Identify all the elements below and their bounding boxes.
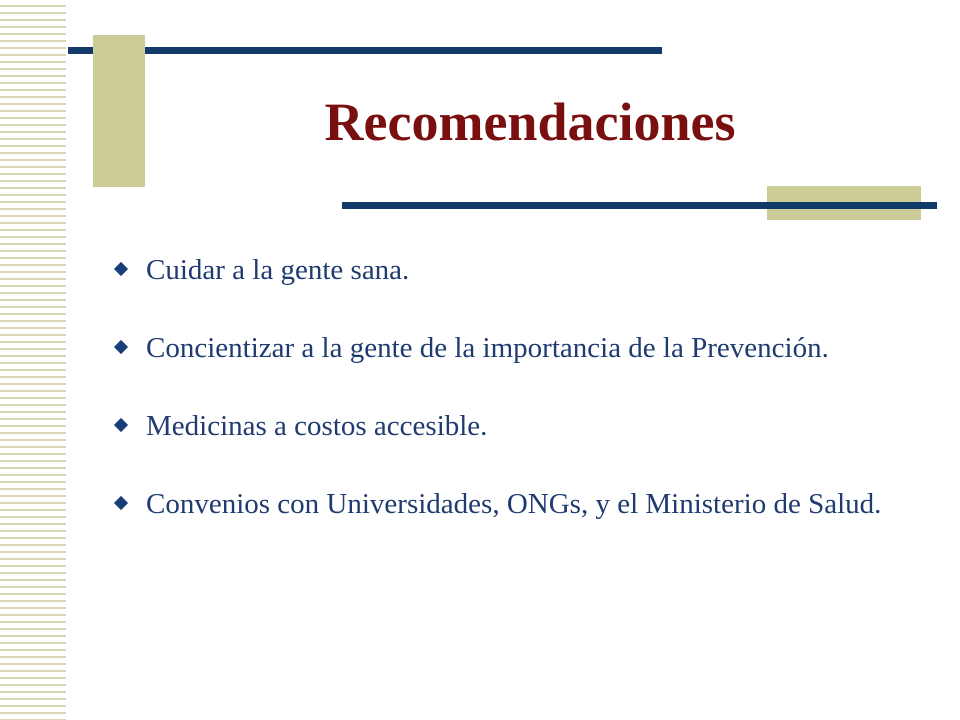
bullet-text: Convenios con Universidades, ONGs, y el Ministerio de Salud. xyxy=(146,488,882,520)
bullet-text: Concientizar a la gente de la importancia de la Prevención. xyxy=(146,332,829,364)
diamond-bullet-icon xyxy=(114,262,128,276)
bullet-item xyxy=(110,410,890,442)
bullet-text: Medicinas a costos accesible. xyxy=(146,410,488,442)
bullet-item xyxy=(110,488,890,520)
bullet-list xyxy=(110,254,890,520)
top-navy-bar xyxy=(68,47,662,54)
diamond-bullet-icon xyxy=(114,340,128,354)
bullet-item xyxy=(110,332,890,364)
slide-title: Recomendaciones xyxy=(324,92,736,152)
diamond-bullet-icon xyxy=(114,418,128,432)
bottom-navy-bar xyxy=(342,202,937,209)
diamond-bullet-icon xyxy=(114,496,128,510)
bullet-item xyxy=(110,254,890,286)
bullet-text: Cuidar a la gente sana. xyxy=(146,254,410,286)
